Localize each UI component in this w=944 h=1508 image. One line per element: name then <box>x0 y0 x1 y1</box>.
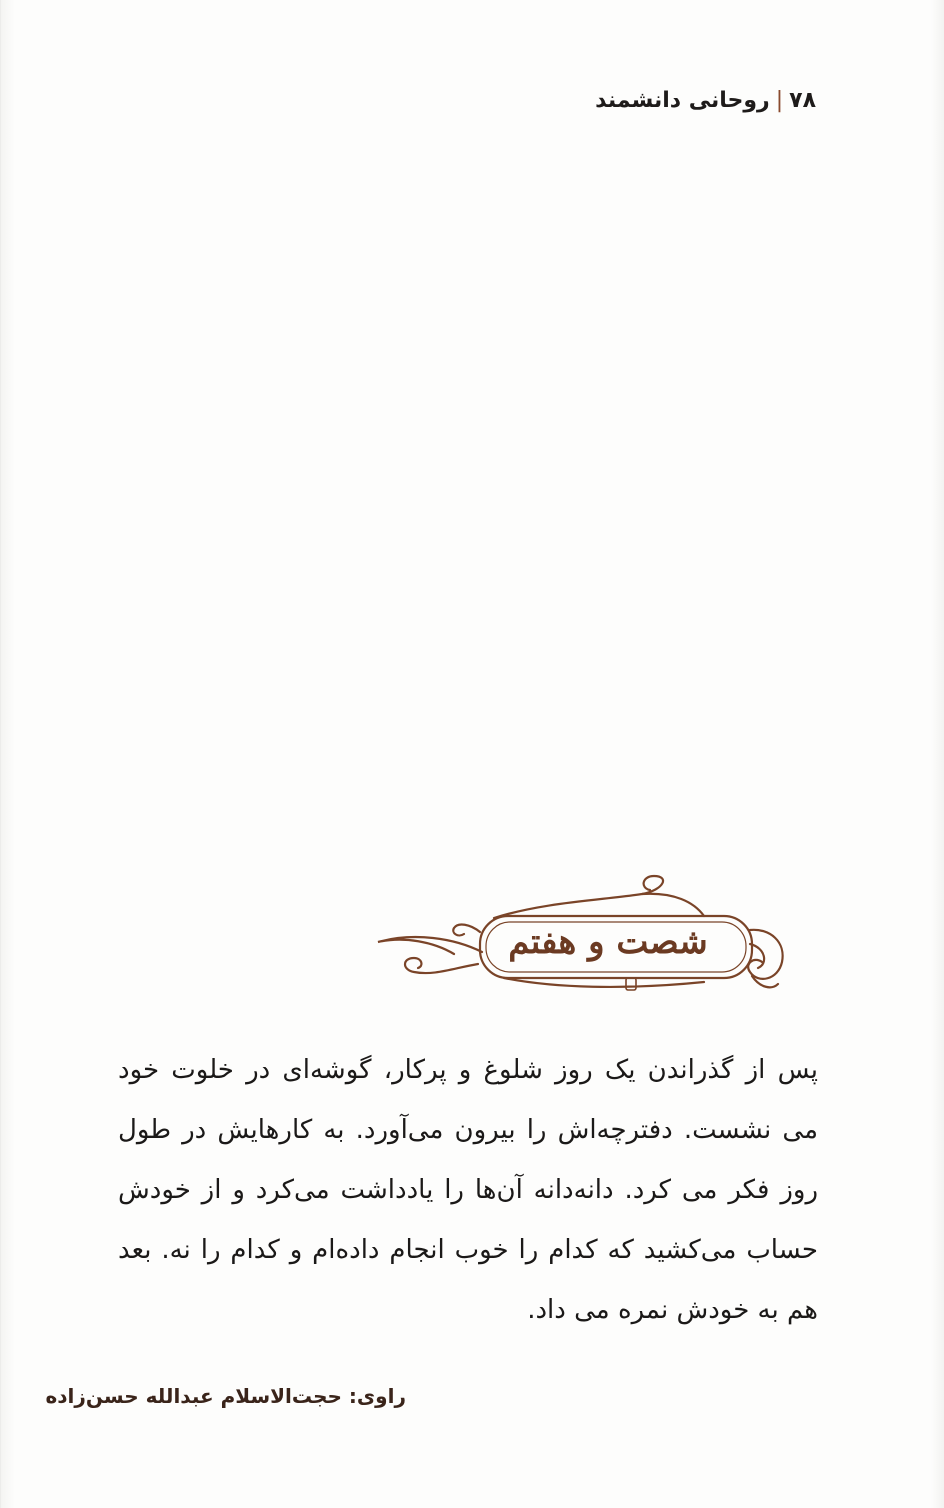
right-curl <box>748 930 782 979</box>
left-curl <box>405 958 478 973</box>
left-flourish <box>378 937 482 954</box>
bottom-rod <box>504 978 704 987</box>
body-paragraph: پس از گذراندن یک روز شلوغ و پرکار، گوشه‌ای در خلوت خود می نشست. دفترچه‌اش را بیرون می‌آورد. به کارهایش در طول روز فکر می کرد. دانه‌دانه آن‌ها را یادداشت می‌کرد و از خودش حساب می‌کشید که کدام را خوب انجام داده‌ام و کدام را نه. بعد هم به خودش نمره می داد. <box>118 1055 818 1325</box>
chapter-title: شصت و هفتم <box>508 922 708 962</box>
page-number: ۷۸ <box>789 88 816 113</box>
header-separator: | <box>775 88 784 113</box>
bottom-clasp <box>626 978 636 990</box>
running-header <box>595 88 816 113</box>
book-title: روحانی دانشمند <box>595 88 770 113</box>
left-small-curl <box>453 925 480 936</box>
narrator-credit: راوی: حجت‌الاسلام عبدالله حسن‌زاده <box>45 1384 406 1408</box>
